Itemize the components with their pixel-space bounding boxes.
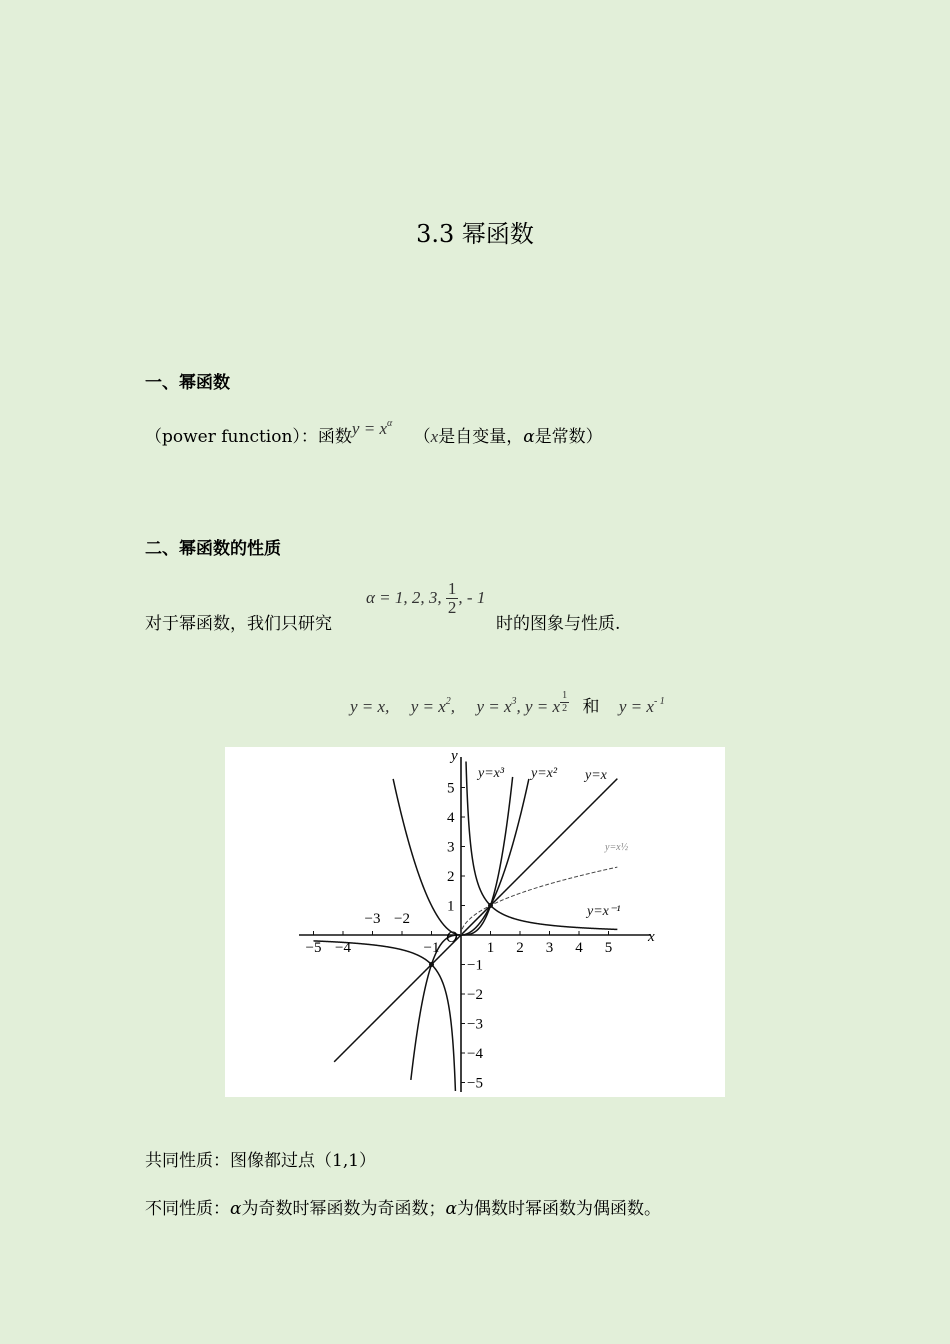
y-axis-label: y: [451, 748, 458, 764]
diff-label: 不同性质：: [145, 1199, 230, 1219]
y-tick-label: −2: [467, 987, 483, 1003]
x-axis-label: x: [648, 929, 655, 945]
and-word: 和: [582, 697, 600, 717]
x-tick-label: −1: [423, 940, 440, 956]
func-sqrt-exp: $\frac{1}{2}$: [562, 690, 568, 714]
y-tick-label: 2: [447, 869, 455, 885]
common-property: [145, 1146, 376, 1171]
common-text: 图像都过点（1,1）: [230, 1151, 377, 1171]
diff-alpha-1: α: [230, 1199, 242, 1219]
y-tick-label: 1: [447, 898, 455, 915]
y-tick-label: −1: [467, 957, 483, 974]
func-x: y = x,: [350, 697, 390, 716]
series-label: y=x²: [531, 766, 558, 781]
y-tick-label: −3: [467, 1016, 483, 1033]
alpha-neg-one: , - 1: [458, 588, 486, 607]
origin-label: O: [446, 929, 458, 946]
key-point-neg: [429, 962, 434, 967]
x-tick-label: 3: [545, 940, 554, 956]
x-tick-label: −2: [394, 911, 410, 927]
power-function-graph: [225, 747, 725, 1097]
func-x2: $y = x^2$,: [410, 696, 456, 716]
section2-heading: 二、幂函数的性质: [145, 539, 281, 559]
formula: $y = x^\alpha$: [351, 418, 393, 438]
half-fraction: $\frac{1}{2}$: [447, 579, 457, 617]
paren-open: （: [413, 427, 431, 447]
x-tick-label: 5: [604, 940, 613, 956]
alpha-list: α = 1, 2, 3,: [366, 588, 446, 607]
curve-sqrt: [461, 867, 617, 935]
x-tick-label: 4: [575, 940, 583, 956]
intro-text: 对于幂函数，我们只研究: [145, 614, 332, 634]
diff-text-1: 为奇数时幂函数为奇函数；: [241, 1199, 446, 1219]
series-label: y=x½: [605, 842, 629, 853]
diff-alpha-2: α: [445, 1199, 457, 1219]
y-tick-label: 5: [447, 780, 455, 797]
diff-text-2: 为偶数时幂函数为偶函数。: [456, 1199, 661, 1219]
x-tick-label: −3: [364, 911, 381, 927]
graph-svg: [225, 747, 725, 1097]
func-x3: $y = x^3$, y = x: [476, 696, 561, 716]
different-property: [145, 1194, 661, 1219]
x-desc: 是自变量，: [438, 427, 524, 447]
x-tick-label: −5: [305, 940, 322, 956]
var-alpha: α: [523, 427, 535, 447]
section1-heading: 一、幂函数: [145, 373, 230, 393]
x-tick-label: 2: [516, 940, 524, 956]
func-inverse: $y = x^{- 1}$: [618, 696, 665, 716]
common-label: 共同性质：: [145, 1151, 230, 1171]
x-tick-label: 1: [486, 940, 495, 956]
x-tick-label: −4: [335, 940, 351, 956]
intro-tail: 时的图象与性质.: [496, 614, 621, 634]
curve-inverse-left: [314, 941, 456, 1097]
y-tick-label: −4: [467, 1046, 483, 1062]
page-title: 3.3 幂函数: [416, 220, 534, 248]
definition-prefix: （power function）：函数: [145, 427, 352, 447]
series-label: y=x: [585, 768, 607, 783]
definition-line: [145, 418, 603, 447]
y-tick-label: 3: [447, 839, 455, 856]
series-label: y=x³: [478, 766, 505, 781]
alpha-desc: 是常数）: [534, 427, 603, 447]
function-list: [350, 690, 665, 717]
alpha-values: [366, 580, 485, 617]
y-tick-label: 4: [447, 810, 455, 826]
var-x: x: [430, 427, 439, 446]
key-point: [488, 903, 493, 908]
y-tick-label: −5: [467, 1075, 483, 1092]
series-label: y=x⁻¹: [587, 904, 621, 919]
